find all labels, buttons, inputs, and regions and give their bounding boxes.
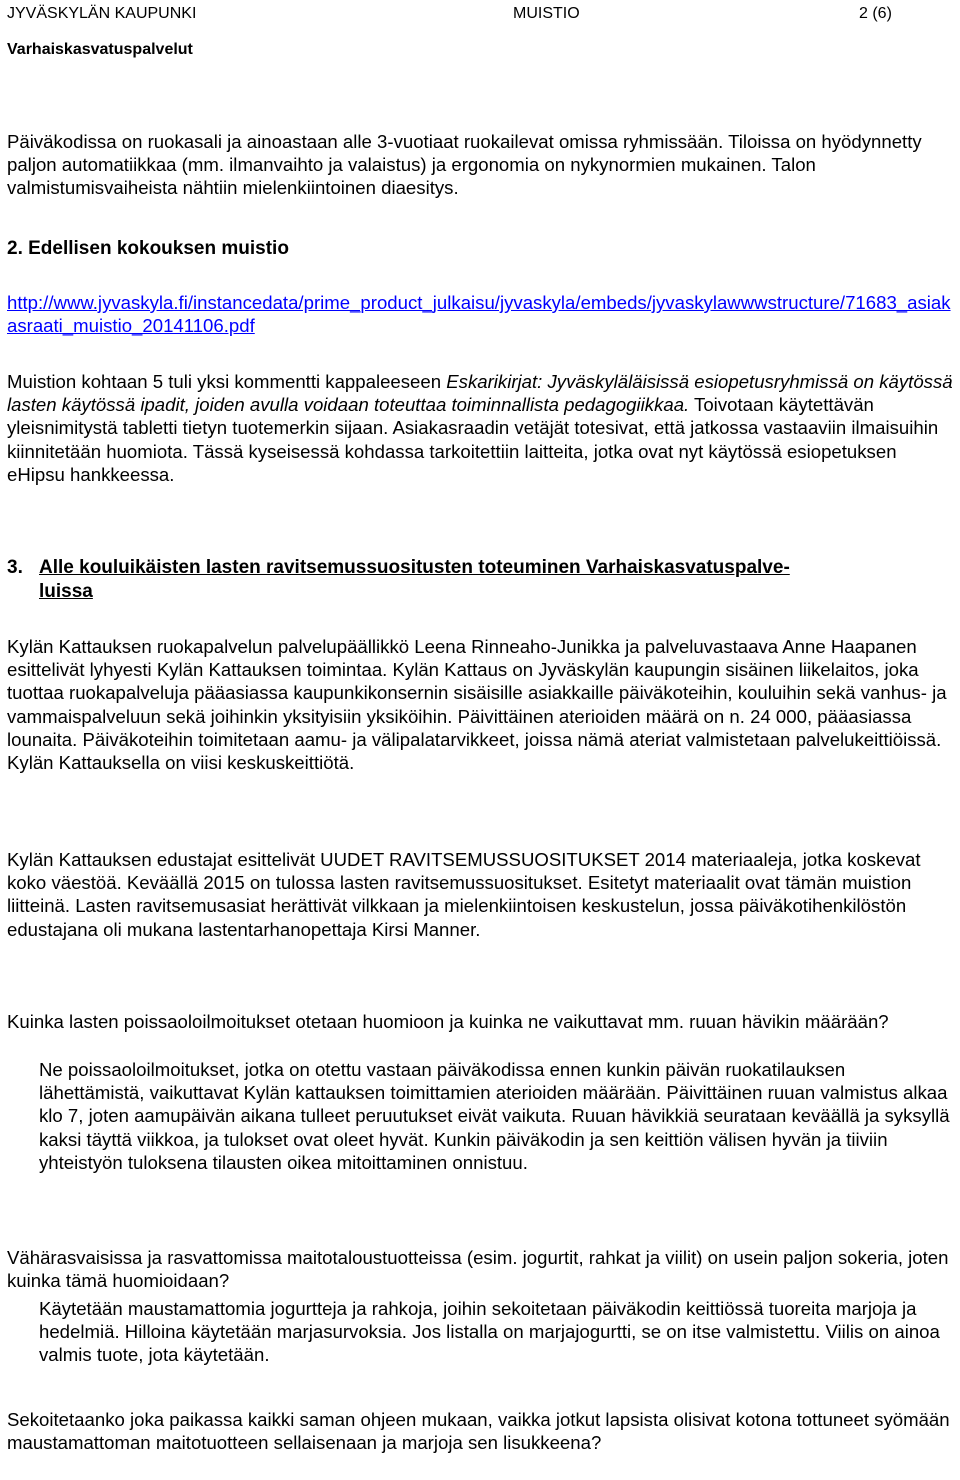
- section-3-title-line1: Alle kouluikäisten lasten ravitsemussuositusten toteuminen Varhaiskasvatuspalve-: [39, 557, 790, 578]
- intro-paragraph: Päiväkodissa on ruokasali ja ainoastaan alle 3-vuotiaat ruokailevat omissa ryhmissään. Tiloissa on hyödynnetty paljon automatiikkaa (mm. ilmanvaihto ja valaistus) ja ergonomia on nykynormien mukainen. Talon valmistumisvaiheista nähtiin mielenkiintoinen diaesitys.: [7, 131, 922, 199]
- section-2-text-end: Toivotaan käytettävän yleisnimitystä tabletti tietyn tuotemerkin sijaan. Asiakasraadin vetäjät totesivat, että jatkossa vastaaviin ilmaisuihin kiinnitetään huomiota. Tässä kyseisessä kohdassa tarkoitettiin laitteita, jotka ovat nyt käytössä esiopetuksen eHipsu hankkeessa.: [7, 394, 939, 485]
- department-name: Varhaiskasvatuspalvelut: [7, 41, 193, 58]
- section-2-text-start: Muistion kohtaan 5 tuli yksi kommentti kappaleeseen: [7, 371, 447, 392]
- previous-minutes-link[interactable]: http://www.jyvaskyla.fi/instancedata/prime_product_julkaisu/jyvaskyla/embeds/jyvaskylawwwstructure/71683_asiakasraati_muistio_20141106.pdf: [7, 292, 951, 337]
- document-page: [7, 0, 953, 1454]
- page-number: 2 (6): [859, 5, 892, 22]
- section-3-number: 3.: [7, 557, 23, 578]
- answer-1: Ne poissaoloilmoitukset, jotka on otettu vastaan päiväkodissa ennen kunkin päivän ruokatilauksen lähettämistä, vaikuttavat Kylän kattauksen toimittamien aterioiden määrään. Päivittäinen ruuan valmistus alkaa klo 7, joten aamupäivän aikana tulleet peruutukset eivät vaikuta. Ruuan hävikkiä seurataan keväällä ja syksyllä kaksi täyttä viikkoa, ja tulokset ovat oleet hyvät. Kunkin päiväkodin ja sen keittiön välisen hyvän ja tiiviin yhteistyön tuloksena tilausten oikea mitoittaminen onnistuu.: [39, 1059, 950, 1173]
- section-2-quote: Eskarikirjat: Jyväskyläläisissä esiopetusryhmissä on käytössä lasten käytössä ipadit, joiden avulla voidaan toteuttaa toiminnallista pedagogiikkaa.: [7, 371, 953, 416]
- answer-2: Käytetään maustamattomia jogurtteja ja rahkoja, joihin sekoitetaan päiväkodin keittiössä tuoreita marjoja ja hedelmiä. Hilloina käytetään marjasurvoksia. Jos listalla on marjajogurtti, se on itse valmistettu. Viilis on ainoa valmis tuote, jota käytetään.: [39, 1298, 940, 1366]
- question-3: Sekoitetaanko joka paikassa kaikki saman ohjeen mukaan, vaikka jotkut lapsista olisivat kotona tottuneet syömään maustamattoman maitotuotteen sellaisenaan ja marjoja sen lisukkeena?: [7, 1409, 950, 1454]
- section-2-paragraph: [7, 370, 953, 486]
- page-header: [7, 0, 953, 64]
- question-2: Vähärasvaisissa ja rasvattomissa maitotaloustuotteissa (esim. jogurtit, rahkat ja viilit) on usein paljon sokeria, joten kuinka tämä huomioidaan?: [7, 1247, 949, 1292]
- section-3-title-line2: luissa: [39, 581, 93, 602]
- section-3-heading: [7, 556, 953, 604]
- section-2-heading: 2. Edellisen kokouksen muistio: [7, 238, 289, 259]
- section-3-paragraph-1: Kylän Kattauksen ruokapalvelun palvelupäällikkö Leena Rinneaho-Junikka ja palveluvastaava Anne Haapanen esittelivät lyhyesti Kylän Kattauksen toimintaa. Kylän Kattaus on Jyväskylän kaupungin sisäinen liikelaitos, joka tuottaa ruokapalveluja pääasiassa kaupunkikonsernin sisäisille asiakkaille päiväkoteihin, kouluihin sekä vanhus- ja vammaispalveluun sekä joihinkin yksityisiin yksiköihin. Päivittäinen aterioiden määrä on n. 24 000, pääasiassa lounaita. Päiväkoteihin toimitetaan aamu- ja välipalatarvikkeet, joissa nämä ateriat valmistetaan palvelukeittiöissä. Kylän Kattauksella on viisi keskuskeittiötä.: [7, 636, 947, 774]
- organization-name: JYVÄSKYLÄN KAUPUNKI: [7, 5, 197, 22]
- document-type: MUISTIO: [513, 5, 580, 22]
- section-3-paragraph-2: Kylän Kattauksen edustajat esittelivät UUDET RAVITSEMUSSUOSITUKSET 2014 materiaaleja, jotka koskevat koko väestöä. Keväällä 2015 on tulossa lasten ravitsemussuositukset. Esitetyt materiaalit ovat tämän muistion liitteinä. Lasten ravitsemusasiat herättivät vilkkaan ja mielenkiintoisen keskustelun, jossa päiväkotihenkilöstön edustajana oli mukana lastentarhanopettaja Kirsi Manner.: [7, 849, 921, 940]
- question-1: Kuinka lasten poissaoloilmoitukset otetaan huomioon ja kuinka ne vaikuttavat mm. ruuan hävikin määrään?: [7, 1011, 889, 1032]
